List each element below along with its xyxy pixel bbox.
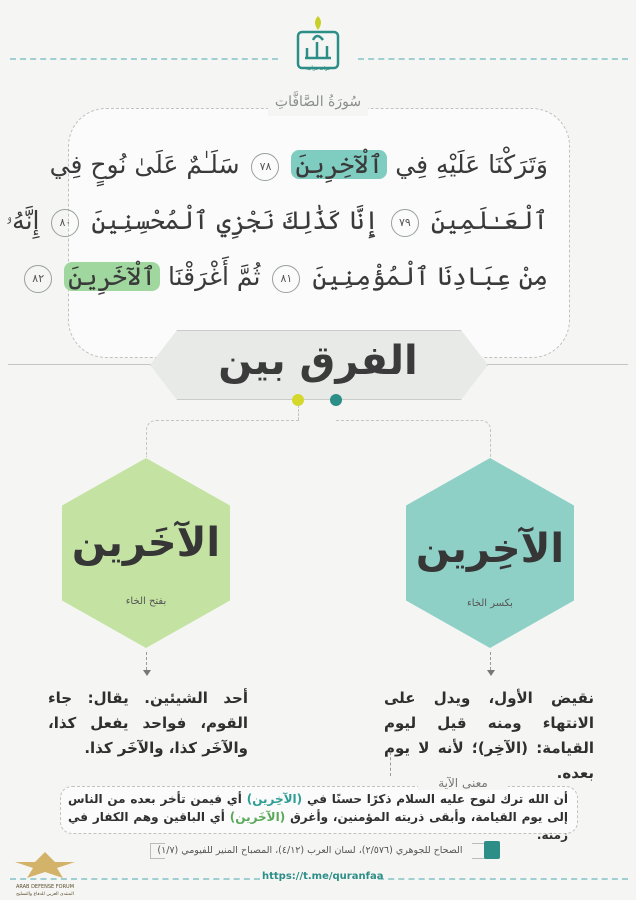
verse-text: وَتَرَكْنَا عَلَيْهِ فِي xyxy=(395,150,548,179)
verse-text: إِنَّهُۥ xyxy=(5,206,40,235)
header-divider-right xyxy=(358,58,628,60)
verse-text: مِنْ عِبَادِنَا ٱلْمُؤْمِنِينَ xyxy=(312,262,548,291)
meaning-connector xyxy=(390,752,391,776)
word-akharin: الآخَرين xyxy=(71,520,221,566)
book-icon xyxy=(484,841,500,859)
watermark-line-1: ARAB DEFENSE FORUM xyxy=(15,884,75,890)
ayah-number: ٨١ xyxy=(272,265,300,293)
highlight-akharin-fatha: ٱلْآخَرِينَ xyxy=(64,262,160,291)
verse-text: ثُمَّ أَغْرَقْنَا xyxy=(168,262,261,291)
watermark-line-2: المنتدى العربي للدفاع والتسليح xyxy=(16,892,74,897)
meaning-akhirin: (الآخِرين) xyxy=(246,792,303,806)
ayah-number: ٨٠ xyxy=(51,209,79,237)
right-down-line xyxy=(490,652,491,670)
akharin-definition: أحد الشيئين. يقال: جاء القوم، فواحد يفعل كذا، والآخَر كذا، والآخَر كذا. xyxy=(48,689,248,757)
verse-line-2 xyxy=(5,206,548,237)
connector-left xyxy=(146,420,299,457)
surah-name: سُورَةُ الصَّافَّاتِ xyxy=(268,94,368,116)
banner-line-right xyxy=(486,364,628,365)
footer-divider-right xyxy=(378,878,628,880)
arrow-down-icon xyxy=(487,670,495,676)
telegram-link[interactable]: https://t.me/quranfaa xyxy=(262,871,384,882)
ayah-number: ٧٨ xyxy=(251,153,279,181)
meaning-akharin: (الآخَرين) xyxy=(229,810,286,824)
banner-title: الفرق بين xyxy=(218,338,418,384)
ayah-number: ٧٩ xyxy=(391,209,419,237)
arab-defense-forum-watermark xyxy=(4,848,86,898)
verse-text: إِنَّا كَذَٰلِكَ نَجْزِي ٱلْمُحْسِنِينَ xyxy=(91,206,379,235)
highlight-akhirin-kasra: ٱلْآخِرِينَ xyxy=(291,150,387,179)
meaning-part: أي فيمن تأخر بعده من الناس إلى يوم القيامة، وأبقى ذريته المؤمنين، وأغرق xyxy=(68,792,568,824)
ayah-number: ٨٢ xyxy=(24,265,52,293)
teal-dot xyxy=(330,394,342,406)
meaning-part: أن الله ترك لنوح عليه السلام ذكرًا حسنًا في xyxy=(306,792,568,806)
meaning-part: أي الباقين وهم الكفار في زمنه. xyxy=(68,810,568,842)
verse-line-3 xyxy=(32,262,548,293)
akharin-diacritic-note: بفتح الخاء xyxy=(125,596,167,607)
header-divider-left xyxy=(10,58,278,60)
verse-text: سَلَـٰمٌ عَلَىٰ نُوحٍ فِي xyxy=(49,150,240,179)
left-down-line xyxy=(146,652,147,670)
akhirin-diacritic-note: بكسر الخاء xyxy=(467,598,513,609)
banner-line-left xyxy=(8,364,150,365)
connector-right xyxy=(336,420,491,457)
akhirin-definition: نقيض الأول، ويدل على الانتهاء ومنه قيل ليوم القيامة: (الآخِر)؛ لأنه لا يوم بعده. xyxy=(384,689,594,782)
verse-text: ٱلْعَـٰلَمِينَ xyxy=(430,206,548,235)
word-akhirin: الآخِرين xyxy=(415,526,565,572)
verse-line-1 xyxy=(49,150,548,181)
logo-text: فوائد قرآنية xyxy=(305,66,331,72)
quran-benefits-logo xyxy=(295,14,341,72)
references: الصحاح للجوهري (٢/٥٧٦)، لسان العرب (٤/١٢)، المصباح المنير للفيومي (١/٧) xyxy=(157,845,463,856)
verse-meaning xyxy=(68,790,568,844)
arrow-down-icon xyxy=(143,670,151,676)
meaning-title: معنى الآية xyxy=(418,776,508,790)
connector-left-stem xyxy=(298,405,299,420)
